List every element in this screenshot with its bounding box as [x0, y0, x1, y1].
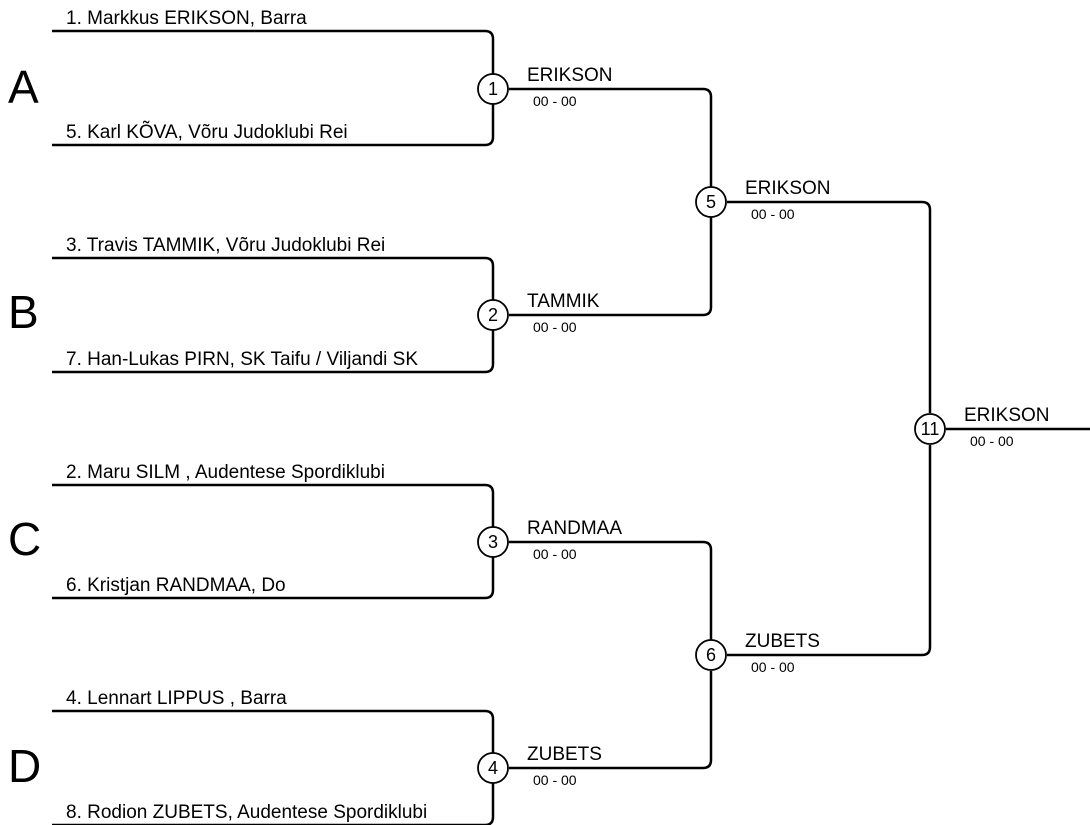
match-number-6: 6: [705, 645, 717, 665]
match-score-11: 00 - 00: [970, 433, 1014, 449]
entry-3: 3. Travis TAMMIK, Võru Judoklubi Rei: [66, 235, 386, 256]
bracket-line-match-5: [727, 202, 930, 413]
entry-8: 8. Rodion ZUBETS, Audentese Spordiklubi: [66, 802, 428, 823]
match-score-6: 00 - 00: [751, 659, 795, 675]
match-number-2: 2: [487, 305, 499, 325]
entry-7: 7. Han-Lukas PIRN, SK Taifu / Viljandi SK: [66, 349, 419, 370]
pool-label-d: D: [8, 740, 42, 792]
bracket-line-match-1: [52, 31, 711, 202]
match-winner-4: ZUBETS: [527, 744, 602, 765]
match-score-2: 00 - 00: [533, 319, 577, 335]
entry-2: 2. Maru SILM , Audentese Spordiklubi: [66, 462, 385, 483]
match-score-3: 00 - 00: [533, 546, 577, 562]
bracket-line-match-3: [52, 485, 711, 640]
match-score-1: 00 - 00: [533, 93, 577, 109]
bracket-line-match-6: [727, 445, 930, 655]
match-number-5: 5: [705, 192, 717, 212]
match-number-3: 3: [487, 532, 499, 552]
entry-1: 1. Markkus ERIKSON, Barra: [66, 8, 307, 29]
match-number-11: 11: [920, 419, 940, 439]
match-winner-5: ERIKSON: [745, 178, 831, 199]
pool-label-c: C: [8, 513, 42, 565]
match-winner-3: RANDMAA: [527, 518, 623, 539]
match-number-4: 4: [487, 758, 499, 778]
pool-label-b: B: [8, 286, 39, 338]
match-score-4: 00 - 00: [533, 772, 577, 788]
pool-label-a: A: [8, 61, 39, 113]
entry-5: 5. Karl KÕVA, Võru Judoklubi Rei: [66, 122, 348, 143]
match-winner-1: ERIKSON: [527, 65, 613, 86]
match-score-5: 00 - 00: [751, 206, 795, 222]
match-winner-6: ZUBETS: [745, 631, 820, 652]
match-winner-11: ERIKSON: [964, 405, 1050, 426]
match-winner-2: TAMMIK: [527, 291, 600, 312]
entry-4: 4. Lennart LIPPUS , Barra: [66, 688, 287, 709]
entry-6: 6. Kristjan RANDMAA, Do: [66, 575, 286, 596]
match-number-1: 1: [487, 79, 499, 99]
